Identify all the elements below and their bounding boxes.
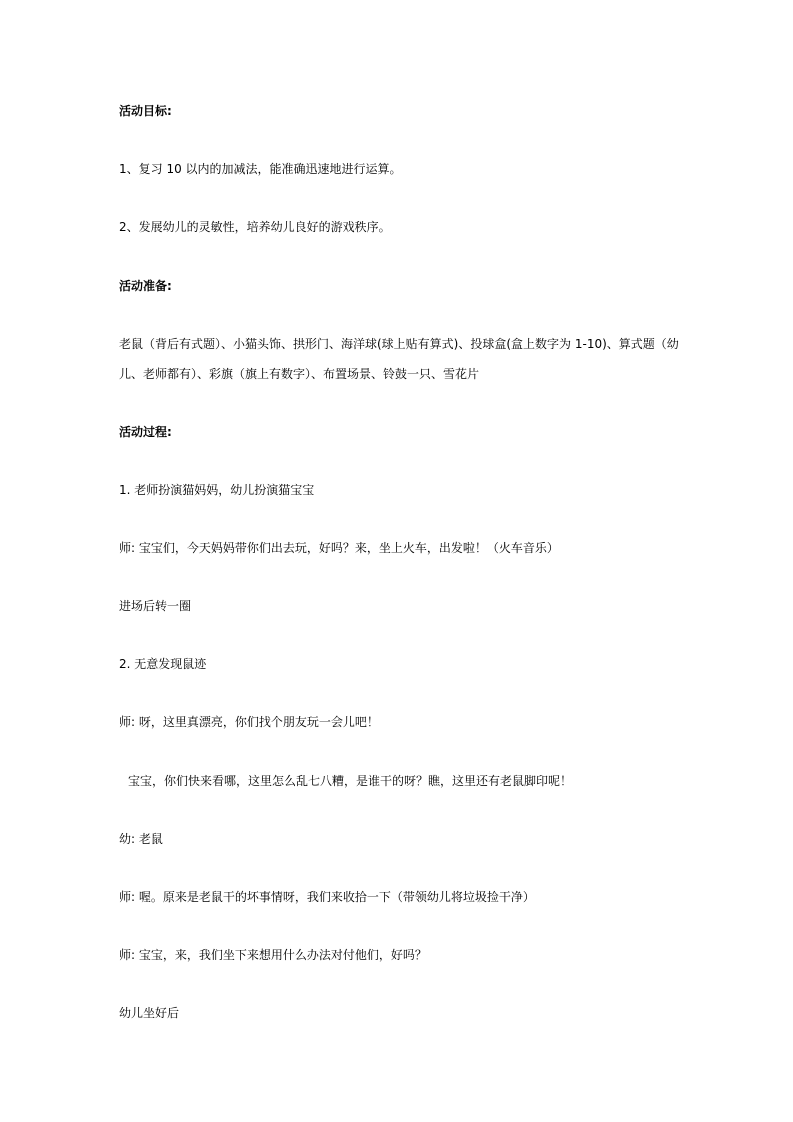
heading-activity-goals: 活动目标: xyxy=(119,104,172,118)
goal-item-2: 2、发展幼儿的灵敏性，培养幼儿良好的游戏秩序。 xyxy=(119,220,391,234)
teacher-line-5: 师: 宝宝，来，我们坐下来想用什么办法对付他们，好吗？ xyxy=(119,948,427,962)
action-line-1: 进场后转一圈 xyxy=(119,599,192,613)
heading-activity-preparation: 活动准备: xyxy=(119,279,172,293)
teacher-line-2: 师: 呀，这里真漂亮，你们找个朋友玩一会儿吧！ xyxy=(119,715,379,729)
teacher-line-3: 宝宝，你们快来看哪，这里怎么乱七八糟，是谁干的呀？瞧，这里还有老鼠脚印呢！ xyxy=(128,774,573,788)
heading-activity-process: 活动过程: xyxy=(119,425,172,439)
step-2-title: 2. 无意发现鼠迹 xyxy=(119,657,207,671)
teacher-line-4: 师: 喔。原来是老鼠干的坏事情呀，我们来收拾一下（带领幼儿将垃圾捡干净） xyxy=(119,890,535,904)
child-line-1: 幼: 老鼠 xyxy=(119,832,163,846)
goal-item-1: 1、复习 10 以内的加减法，能准确迅速地进行运算。 xyxy=(119,162,402,176)
teacher-line-1: 师: 宝宝们，今天妈妈带你们出去玩，好吗？来，坐上火车，出发啦！（火车音乐） xyxy=(119,541,559,555)
action-line-2: 幼儿坐好后 xyxy=(119,1006,180,1020)
preparation-line-1: 老鼠（背后有式题）、小猫头饰、拱形门、海洋球(球上贴有算式)、投球盒(盒上数字为 1-10)、算式题（幼 xyxy=(119,337,679,351)
preparation-line-2: 儿、老师都有）、彩旗（旗上有数字）、布置场景、铃鼓一只、雪花片 xyxy=(119,367,480,381)
step-1-title: 1. 老师扮演猫妈妈，幼儿扮演猫宝宝 xyxy=(119,483,315,497)
